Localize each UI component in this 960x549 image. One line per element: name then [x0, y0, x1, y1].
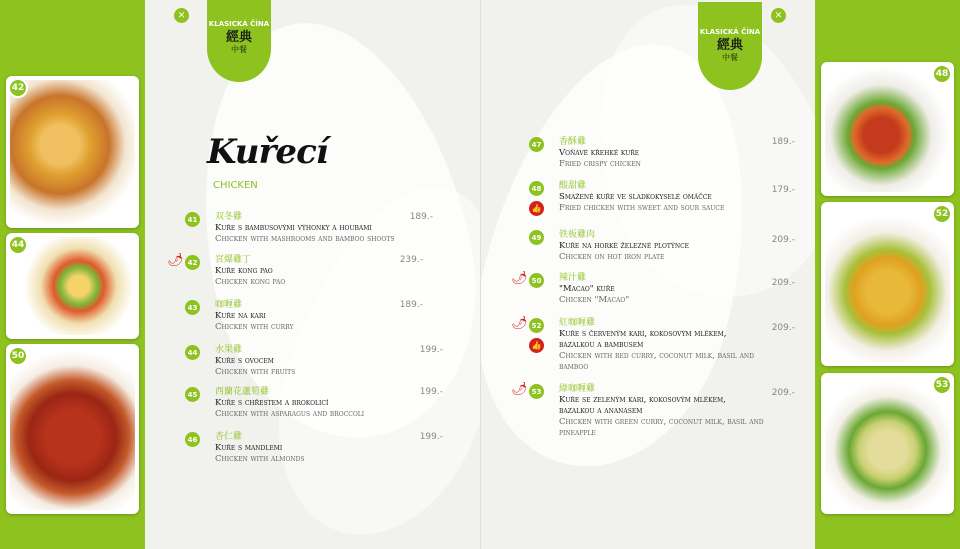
item-price: 209.- — [771, 278, 795, 288]
category-chinese-small: 中餐 — [231, 45, 247, 54]
item-number-badge: 52 — [529, 318, 544, 333]
item-number-badge: 46 — [185, 432, 200, 447]
category-label: KLASICKÁ ČÍNA — [208, 20, 270, 28]
category-tag — [698, 2, 762, 90]
item-english-name: Chicken with fruits — [215, 367, 296, 377]
menu-item-45 — [187, 387, 475, 420]
food-image — [10, 348, 135, 510]
item-price: 189.- — [409, 212, 433, 222]
item-number-badge: 53 — [529, 384, 544, 399]
item-czech-name: Kuře s chřestem a brokolicí — [215, 398, 329, 408]
photo-number-badge: 44 — [8, 235, 28, 255]
section-subtitle: CHICKEN — [213, 180, 258, 191]
chili-pepper-icon: 🌶 — [511, 316, 528, 331]
menu-page-right — [480, 0, 815, 549]
item-number-badge: 44 — [185, 345, 200, 360]
item-number-badge: 42 — [185, 255, 200, 270]
dish-photo-50 — [6, 344, 139, 514]
menu-item-44 — [187, 345, 475, 378]
item-english-name: Chicken with asparagus and broccoli — [215, 409, 365, 419]
menu-item-50 — [511, 271, 795, 306]
item-number-badge: 45 — [185, 387, 200, 402]
item-price: 199.- — [419, 345, 443, 355]
food-image — [10, 80, 135, 224]
item-chinese-name: 宮爆雞丁 — [215, 255, 252, 265]
dish-photo-48 — [821, 62, 954, 196]
item-czech-name: Kuře na horké železné plotýnce — [559, 241, 690, 251]
menu-item-46 — [187, 432, 475, 465]
menu-item-42 — [167, 253, 475, 288]
item-chinese-name: 紅咖喱雞 — [559, 318, 596, 328]
category-tag — [207, 0, 271, 82]
item-number-badge: 41 — [185, 212, 200, 227]
category-chinese-small: 中餐 — [722, 53, 738, 62]
item-price: 209.- — [771, 388, 795, 398]
item-czech-name: Kuře s červeným kari, kokosovým mlékem, bazalkou a bambusem — [559, 329, 727, 350]
item-english-name: Chicken with green curry, coconut milk, basil and pineapple — [559, 417, 764, 438]
item-czech-name: Kuře s mandlemi — [215, 443, 283, 453]
left-photo-strip — [0, 0, 145, 549]
item-chinese-name: 杏仁雞 — [215, 432, 243, 442]
food-image — [10, 237, 135, 335]
chili-pepper-icon: 🌶 — [511, 382, 528, 397]
item-english-name: Chicken with red curry, coconut milk, basil and bamboo — [559, 351, 754, 372]
item-price: 199.- — [419, 432, 443, 442]
photo-number-badge: 50 — [8, 346, 28, 366]
menu-item-41 — [187, 212, 475, 245]
category-chinese: 經典 — [716, 38, 743, 53]
item-czech-name: Kuře s ovocem — [215, 356, 274, 366]
item-price: 209.- — [771, 235, 795, 245]
item-english-name: Fried chicken with sweet and sour sauce — [559, 203, 725, 213]
section-title: Kuřecí — [207, 132, 328, 172]
photo-number-badge: 52 — [932, 204, 952, 224]
item-chinese-name: 水果雞 — [215, 345, 243, 355]
item-chinese-name: 綠咖喱雞 — [559, 384, 596, 394]
item-czech-name: Kuře na kari — [215, 311, 266, 321]
dish-photo-44 — [6, 233, 139, 339]
item-czech-name: Kuře se zeleným kari, kokosovým mlékem, bazalkou a ananasem — [559, 395, 726, 416]
item-czech-name: Kuře s bambusovými výhonky a houbami — [215, 223, 372, 233]
menu-item-48 — [531, 181, 795, 214]
item-czech-name: Kuře kong pao — [215, 266, 273, 276]
menu-page-left — [145, 0, 480, 549]
item-czech-name: Smažené kuře ve sladkokyselé omáčce — [559, 192, 712, 202]
food-image — [825, 377, 950, 510]
item-price: 189.- — [399, 300, 423, 310]
item-chinese-name: 西蘭花蘆筍雞 — [215, 387, 270, 397]
photo-number-badge: 48 — [932, 64, 952, 84]
item-czech-name: Voňavé křehké kuře — [559, 148, 640, 158]
item-number-badge: 43 — [185, 300, 200, 315]
item-chinese-name: 双冬雞 — [215, 212, 243, 222]
item-number-badge: 47 — [529, 137, 544, 152]
category-label: KLASICKÁ ČÍNA — [699, 28, 761, 36]
item-price: 189.- — [771, 137, 795, 147]
item-english-name: Fried crispy chicken — [559, 159, 641, 169]
item-english-name: Chicken with almonds — [215, 454, 305, 464]
thumbs-up-icon: 👍 — [529, 338, 544, 353]
right-photo-strip — [815, 0, 960, 549]
item-number-badge: 50 — [529, 273, 544, 288]
item-chinese-name: 咖喱雞 — [215, 300, 243, 310]
item-english-name: Chicken kong pao — [215, 277, 286, 287]
item-english-name: Chicken with curry — [215, 322, 294, 332]
item-chinese-name: 辣汁雞 — [559, 273, 587, 283]
item-price: 199.- — [419, 387, 443, 397]
dish-photo-53 — [821, 373, 954, 514]
menu-item-47 — [531, 137, 795, 170]
menu-item-49 — [531, 230, 795, 263]
menu-item-52 — [511, 316, 795, 373]
item-english-name: Chicken "Macao" — [559, 295, 630, 305]
utensils-icon: ✕ — [174, 8, 189, 23]
item-chinese-name: 铁板雞肉 — [559, 230, 596, 240]
dish-photo-42 — [6, 76, 139, 228]
menu-item-43 — [187, 300, 475, 333]
item-price: 209.- — [771, 323, 795, 333]
menu-item-53 — [511, 382, 795, 439]
photo-number-badge: 42 — [8, 78, 28, 98]
dish-photo-52 — [821, 202, 954, 366]
food-image — [825, 206, 950, 362]
item-price: 239.- — [399, 255, 423, 265]
utensils-icon: ✕ — [771, 8, 786, 23]
item-czech-name: "Macao" kuře — [559, 284, 615, 294]
category-chinese: 經典 — [225, 30, 252, 45]
item-price: 179.- — [771, 185, 795, 195]
item-chinese-name: 酸甜雞 — [559, 181, 587, 191]
item-number-badge: 48 — [529, 181, 544, 196]
item-number-badge: 49 — [529, 230, 544, 245]
chili-pepper-icon: 🌶 — [167, 253, 184, 268]
item-english-name: Chicken on hot iron plate — [559, 252, 665, 262]
thumbs-up-icon: 👍 — [529, 201, 544, 216]
item-chinese-name: 香酥雞 — [559, 137, 587, 147]
item-english-name: Chicken with mashrooms and bamboo shoots — [215, 234, 395, 244]
food-image — [825, 66, 950, 192]
chili-pepper-icon: 🌶 — [511, 271, 528, 286]
photo-number-badge: 53 — [932, 375, 952, 395]
